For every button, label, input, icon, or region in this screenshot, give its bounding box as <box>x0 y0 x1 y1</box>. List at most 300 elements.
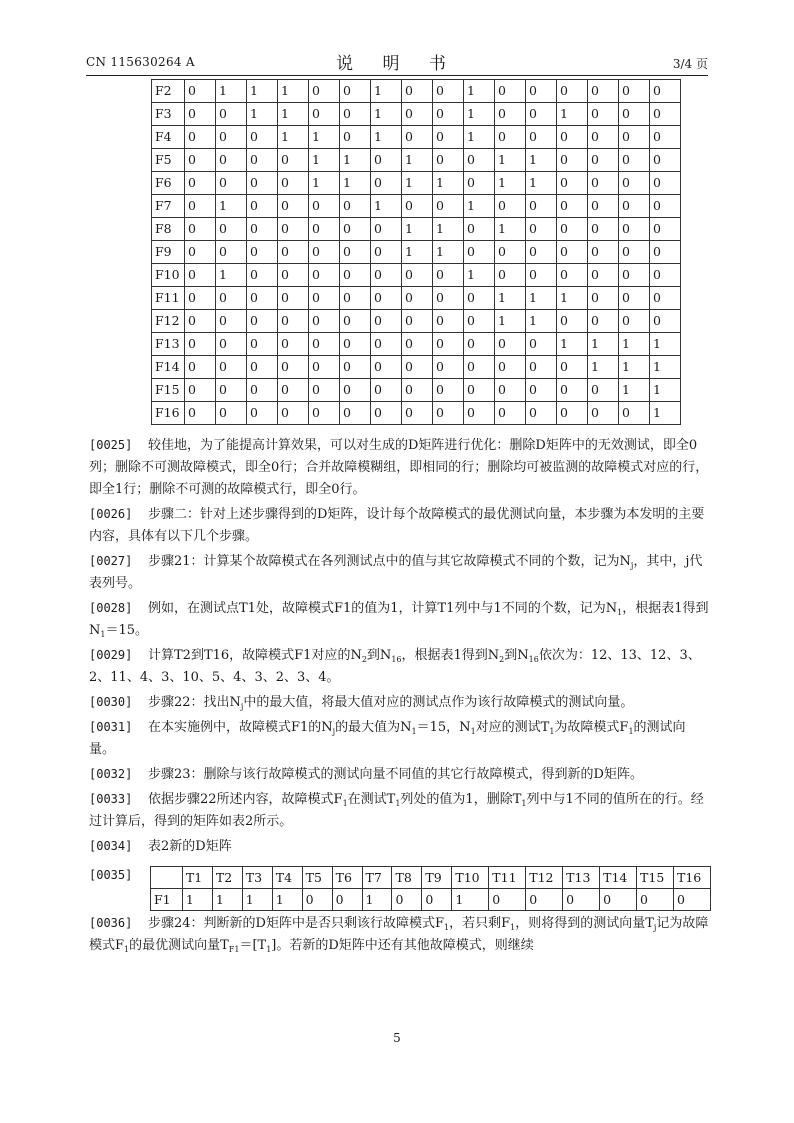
paragraph-0028 <box>89 597 711 642</box>
table-cell: 0 <box>371 149 402 172</box>
table-cell: 0 <box>650 126 681 149</box>
table-cell: 0 <box>278 195 309 218</box>
table-cell: 0 <box>464 310 495 333</box>
text-run: ，根据表1得到N <box>89 601 709 638</box>
paragraph-number: [0026] <box>89 507 133 521</box>
text-run: 列处的值为1，删除T <box>400 792 522 807</box>
table-cell: 0 <box>650 149 681 172</box>
table-cell: 0 <box>557 195 588 218</box>
paragraph-text: 较佳地，为了能提高计算效果，可以对生成的D矩阵进行优化：删除D矩阵中的无效测试，即全0列；删除不可测故障模式，即全0行；合并故障模糊组，即相同的行；删除均可被监测的故障模式对应的行，即全1行；删除不可测的故障模式行，即全0行。 <box>89 438 709 497</box>
table-cell: 0 <box>216 103 247 126</box>
table-cell: 0 <box>557 149 588 172</box>
table-cell: 1 <box>464 195 495 218</box>
table-cell: 0 <box>433 80 464 103</box>
table-cell: 1 <box>619 333 650 356</box>
table-cell: 0 <box>278 333 309 356</box>
table-cell: 1 <box>588 356 619 379</box>
table-cell: 0 <box>247 333 278 356</box>
table-cell: 0 <box>247 195 278 218</box>
table-cell: 0 <box>247 310 278 333</box>
table-cell: 0 <box>247 264 278 287</box>
table-cell: 0 <box>619 149 650 172</box>
table-cell: 0 <box>433 402 464 425</box>
table-cell: 0 <box>495 195 526 218</box>
column-header: T13 <box>563 867 600 889</box>
table-cell: 0 <box>402 80 433 103</box>
subscript: 1 <box>444 923 450 932</box>
row-label: F6 <box>152 172 185 195</box>
table-cell: 0 <box>309 218 340 241</box>
table-cell: 0 <box>650 172 681 195</box>
column-header: T15 <box>637 867 674 889</box>
column-header: T8 <box>392 867 422 889</box>
table-cell: 0 <box>650 195 681 218</box>
table-cell: 1 <box>526 310 557 333</box>
table-cell: 0 <box>464 287 495 310</box>
table-cell: 0 <box>332 889 362 911</box>
table-cell: 0 <box>247 287 278 310</box>
table-cell: 0 <box>650 80 681 103</box>
subscript: 1 <box>124 945 130 954</box>
table-cell: 0 <box>588 402 619 425</box>
table-cell: 0 <box>673 889 710 911</box>
text-run: ＝15，N <box>416 720 471 735</box>
paragraph-0036 <box>89 912 711 957</box>
table-row <box>152 103 681 126</box>
text-run: 到N <box>504 648 529 663</box>
table-cell: 0 <box>600 889 637 911</box>
column-header: T12 <box>526 867 563 889</box>
table-row <box>152 310 681 333</box>
text-run: ＝15。 <box>105 623 149 638</box>
table-cell: 0 <box>247 126 278 149</box>
table-cell: 0 <box>464 149 495 172</box>
table-cell: 1 <box>464 126 495 149</box>
row-label: F15 <box>152 379 185 402</box>
table-cell: 1 <box>588 333 619 356</box>
table-cell: 0 <box>402 333 433 356</box>
page-number: 5 <box>393 1031 401 1045</box>
table-cell: 0 <box>563 889 600 911</box>
table-cell: 0 <box>619 218 650 241</box>
table-cell: 0 <box>216 310 247 333</box>
corner-cell <box>151 867 183 889</box>
table-row <box>152 356 681 379</box>
table-caption: 表2新的D矩阵 <box>148 839 232 854</box>
table-cell: 0 <box>185 402 216 425</box>
table-cell: 1 <box>526 172 557 195</box>
subscript: 1 <box>266 945 272 954</box>
table-cell: 0 <box>309 103 340 126</box>
table-cell: 0 <box>650 241 681 264</box>
table-row <box>152 149 681 172</box>
table-cell: 0 <box>309 80 340 103</box>
table-cell: 0 <box>340 241 371 264</box>
table-cell: 0 <box>371 379 402 402</box>
table-cell: 0 <box>309 356 340 379</box>
column-header: T5 <box>302 867 332 889</box>
table-cell: 0 <box>619 241 650 264</box>
table-cell: 1 <box>278 80 309 103</box>
table-cell: 0 <box>433 333 464 356</box>
table-cell: 0 <box>216 218 247 241</box>
table-cell: 1 <box>402 218 433 241</box>
table-cell: 1 <box>495 149 526 172</box>
table-cell: 0 <box>371 241 402 264</box>
table-row <box>152 195 681 218</box>
table-cell: 0 <box>495 264 526 287</box>
table-cell: 0 <box>340 80 371 103</box>
table-cell: 0 <box>495 333 526 356</box>
paragraph-0033 <box>89 788 711 833</box>
text-run: ]。若新的D矩阵中还有其他故障模式，则继续 <box>271 938 534 953</box>
table-cell: 1 <box>526 149 557 172</box>
table-cell: 0 <box>526 80 557 103</box>
table-cell: 0 <box>526 218 557 241</box>
table-cell: 0 <box>278 241 309 264</box>
table-cell: 0 <box>464 402 495 425</box>
table-cell: 1 <box>495 218 526 241</box>
table-cell: 0 <box>216 241 247 264</box>
table-cell: 0 <box>185 195 216 218</box>
document-number: CN 115630264 A <box>86 55 195 69</box>
table-cell: 1 <box>650 379 681 402</box>
table-cell: 1 <box>495 287 526 310</box>
subscript: 1 <box>521 799 527 808</box>
table-cell: 1 <box>362 889 392 911</box>
column-header: T7 <box>362 867 392 889</box>
table-cell: 0 <box>619 195 650 218</box>
table-cell: 0 <box>185 149 216 172</box>
row-label: F3 <box>152 103 185 126</box>
table-cell: 1 <box>495 172 526 195</box>
table-cell: 0 <box>526 889 563 911</box>
table-cell: 0 <box>278 149 309 172</box>
subscript: 16 <box>528 655 539 664</box>
table-cell: 0 <box>340 264 371 287</box>
table-cell: 1 <box>247 80 278 103</box>
table-cell: 0 <box>340 356 371 379</box>
table-cell: 0 <box>340 402 371 425</box>
row-label: F9 <box>152 241 185 264</box>
table-cell: 0 <box>433 103 464 126</box>
table-cell: 0 <box>402 195 433 218</box>
table-cell: 0 <box>557 310 588 333</box>
subscript: 2 <box>499 655 505 664</box>
row-label: F11 <box>152 287 185 310</box>
paragraph-number: [0028] <box>89 601 133 615</box>
column-header: T11 <box>489 867 526 889</box>
subscript: F1 <box>228 945 240 954</box>
table-row <box>152 287 681 310</box>
table-cell: 0 <box>495 103 526 126</box>
table-cell: 0 <box>650 287 681 310</box>
text-run: ，其中，j代表列号。 <box>89 554 703 591</box>
table-cell: 1 <box>340 149 371 172</box>
table-cell: 0 <box>278 356 309 379</box>
row-label: F5 <box>152 149 185 172</box>
table-cell: 0 <box>422 889 452 911</box>
column-header: T3 <box>242 867 272 889</box>
text-run: 在本实施例中，故障模式F1的N <box>148 720 333 735</box>
table-cell: 0 <box>278 310 309 333</box>
table-cell: 0 <box>619 80 650 103</box>
text-run: 步骤21：计算某个故障模式在各列测试点中的值与其它故障模式不同的个数，记为N <box>148 554 631 569</box>
table-cell: 0 <box>588 126 619 149</box>
table-row <box>152 379 681 402</box>
table-cell: 0 <box>371 218 402 241</box>
table-cell: 0 <box>619 310 650 333</box>
table-cell: 0 <box>340 333 371 356</box>
table-cell: 1 <box>371 126 402 149</box>
paragraph-0026 <box>89 503 711 548</box>
table-row <box>152 241 681 264</box>
text-run: ，根据表1得到N <box>401 648 500 663</box>
paragraph-number: [0033] <box>89 792 133 806</box>
table-cell: 0 <box>526 126 557 149</box>
table-cell: 1 <box>371 103 402 126</box>
table-cell: 1 <box>216 264 247 287</box>
row-label: F16 <box>152 402 185 425</box>
table-cell: 0 <box>185 80 216 103</box>
table-cell: 0 <box>588 103 619 126</box>
table-cell: 1 <box>557 103 588 126</box>
table-cell: 0 <box>302 889 332 911</box>
table-cell: 0 <box>464 333 495 356</box>
table-row <box>152 333 681 356</box>
table-cell: 0 <box>433 287 464 310</box>
table-cell: 0 <box>402 402 433 425</box>
table-cell: 0 <box>526 241 557 264</box>
text-run: 到N <box>366 648 392 663</box>
text-run: 计算T2到T16，故障模式F1对应的N <box>148 648 362 663</box>
table-cell: 0 <box>340 103 371 126</box>
table-cell: 0 <box>216 126 247 149</box>
table-cell: 1 <box>182 889 212 911</box>
table-cell: 0 <box>557 402 588 425</box>
table-cell: 0 <box>557 264 588 287</box>
table-cell: 0 <box>557 80 588 103</box>
table-cell: 0 <box>650 264 681 287</box>
subscript: 16 <box>391 655 402 664</box>
paragraph-number: [0036] <box>89 916 133 930</box>
table-cell: 1 <box>557 287 588 310</box>
table-cell: 0 <box>309 402 340 425</box>
table-cell: 0 <box>526 402 557 425</box>
table-cell: 1 <box>371 195 402 218</box>
document-title: 说 明 书 <box>336 54 458 74</box>
table-cell: 0 <box>340 287 371 310</box>
table-cell: 0 <box>392 889 422 911</box>
subscript: 1 <box>470 727 476 736</box>
paragraph-text: 步骤二：针对上述步骤得到的D矩阵，设计每个故障模式的最优测试向量，本步骤为本发明的主要内容，具体有以下几个步骤。 <box>89 507 705 544</box>
subscript: 1 <box>411 727 417 736</box>
table-cell: 0 <box>247 172 278 195</box>
table-cell: 0 <box>309 287 340 310</box>
table-cell: 0 <box>371 356 402 379</box>
table-cell: 0 <box>371 264 402 287</box>
row-label: F13 <box>152 333 185 356</box>
paragraph-0030 <box>89 691 711 714</box>
table-cell: 0 <box>495 126 526 149</box>
subscript: j <box>630 561 634 570</box>
table-cell: 0 <box>588 218 619 241</box>
table-cell: 0 <box>247 241 278 264</box>
text-run: ，若只剩F <box>449 916 511 931</box>
table-cell: 0 <box>650 103 681 126</box>
table-cell: 0 <box>309 195 340 218</box>
table-cell: 0 <box>278 218 309 241</box>
table-cell: 0 <box>526 103 557 126</box>
paragraph-0035 <box>89 860 711 910</box>
text-run: 例如，在测试点T1处，故障模式F1的值为1，计算T1列中与1不同的个数，记为N <box>148 601 618 616</box>
row-label: F10 <box>152 264 185 287</box>
table-cell: 1 <box>619 356 650 379</box>
subscript: 1 <box>342 799 348 808</box>
table-row <box>152 402 681 425</box>
table-cell: 0 <box>433 126 464 149</box>
table-cell: 0 <box>557 126 588 149</box>
table-cell: 0 <box>588 287 619 310</box>
table-cell: 0 <box>185 126 216 149</box>
table-cell: 0 <box>464 241 495 264</box>
table-cell: 0 <box>247 218 278 241</box>
table-cell: 0 <box>216 356 247 379</box>
table-cell: 0 <box>588 379 619 402</box>
page-header <box>86 49 708 75</box>
table-cell: 1 <box>495 310 526 333</box>
table-cell: 0 <box>340 379 371 402</box>
table-cell: 0 <box>247 149 278 172</box>
text-run: 步骤22：找出N <box>148 695 241 710</box>
table-cell: 0 <box>433 195 464 218</box>
table-cell: 0 <box>278 172 309 195</box>
column-header: T1 <box>182 867 212 889</box>
table-cell: 0 <box>278 379 309 402</box>
table-cell: 1 <box>619 379 650 402</box>
table-cell: 0 <box>495 241 526 264</box>
text-run: 步骤24：判断新的D矩阵中是否只剩该行故障模式F <box>148 916 444 931</box>
table-cell: 0 <box>526 264 557 287</box>
row-label: F7 <box>152 195 185 218</box>
table-row <box>151 889 711 911</box>
paragraph-0025 <box>89 434 711 501</box>
table-cell: 0 <box>216 287 247 310</box>
text-run: 依据步骤22所述内容，故障模式F <box>148 792 343 807</box>
column-header: T16 <box>673 867 710 889</box>
table-cell: 0 <box>619 402 650 425</box>
table-cell: 0 <box>588 264 619 287</box>
table-row <box>152 126 681 149</box>
table-cell: 0 <box>526 379 557 402</box>
text-run: 列中与1不同的值所在的行。经过计算后，得到的矩阵如表2所示。 <box>89 792 704 829</box>
paragraph-number: [0025] <box>89 438 133 452</box>
table-cell: 0 <box>371 287 402 310</box>
subscript: j <box>240 702 244 711</box>
subscript: j <box>332 727 336 736</box>
table-cell: 0 <box>495 402 526 425</box>
table-cell: 0 <box>278 402 309 425</box>
table-cell: 0 <box>371 310 402 333</box>
table-cell: 0 <box>637 889 674 911</box>
table-cell: 0 <box>402 126 433 149</box>
column-header: T10 <box>452 867 489 889</box>
table-cell: 0 <box>185 379 216 402</box>
d-matrix-table <box>151 79 681 425</box>
table-cell: 0 <box>340 310 371 333</box>
subscript: 1 <box>617 608 623 617</box>
table-cell: 0 <box>185 241 216 264</box>
table-cell: 1 <box>526 287 557 310</box>
table-row <box>152 218 681 241</box>
table-cell: 0 <box>340 126 371 149</box>
table-cell: 1 <box>247 103 278 126</box>
table-cell: 1 <box>464 103 495 126</box>
paragraph-text: 步骤23：删除与该行故障模式的测试向量不同值的其它行故障模式，得到新的D矩阵。 <box>148 767 643 782</box>
row-label: F4 <box>152 126 185 149</box>
table-cell: 0 <box>247 402 278 425</box>
table-cell: 1 <box>650 402 681 425</box>
table-cell: 0 <box>185 103 216 126</box>
table-cell: 0 <box>216 149 247 172</box>
table-cell: 1 <box>464 80 495 103</box>
text-run: 的最大值为N <box>335 720 412 735</box>
table-cell: 0 <box>278 287 309 310</box>
table-cell: 0 <box>557 172 588 195</box>
text-run: 依次为：12、13、12、3、2、11、4、3、10、5、4、3、2、3、4。 <box>89 648 701 685</box>
table-cell: 1 <box>212 889 242 911</box>
header-divider <box>86 75 708 76</box>
table-cell: 0 <box>185 172 216 195</box>
table-cell: 0 <box>402 356 433 379</box>
table-cell: 0 <box>464 172 495 195</box>
table-header-row <box>151 867 711 889</box>
table-cell: 0 <box>588 80 619 103</box>
table-cell: 0 <box>588 195 619 218</box>
table-cell: 0 <box>433 379 464 402</box>
table-cell: 0 <box>588 172 619 195</box>
table-cell: 0 <box>588 149 619 172</box>
table-cell: 0 <box>371 333 402 356</box>
paragraph-0034 <box>89 835 711 858</box>
table-cell: 0 <box>216 172 247 195</box>
table-cell: 0 <box>619 172 650 195</box>
table-cell: 0 <box>433 149 464 172</box>
column-header: T14 <box>600 867 637 889</box>
table-cell: 0 <box>526 195 557 218</box>
row-label: F8 <box>152 218 185 241</box>
table-cell: 1 <box>433 218 464 241</box>
paragraph-0032 <box>89 763 711 786</box>
table-cell: 0 <box>489 889 526 911</box>
table-cell: 0 <box>309 241 340 264</box>
text-run: 的最优测试向量T <box>129 938 229 953</box>
table-cell: 1 <box>309 126 340 149</box>
table-cell: 0 <box>402 310 433 333</box>
table-cell: 0 <box>495 356 526 379</box>
row-label: F1 <box>151 889 183 911</box>
subscript: 1 <box>395 799 401 808</box>
text-run: 中的最大值，将最大值对应的测试点作为该行故障模式的测试向量。 <box>243 695 634 710</box>
subscript: 1 <box>628 727 634 736</box>
table-cell: 0 <box>526 333 557 356</box>
table-cell: 0 <box>588 241 619 264</box>
table-cell: 1 <box>402 241 433 264</box>
table-cell: 0 <box>650 310 681 333</box>
table-row <box>152 172 681 195</box>
table-cell: 0 <box>185 310 216 333</box>
table-cell: 1 <box>464 264 495 287</box>
